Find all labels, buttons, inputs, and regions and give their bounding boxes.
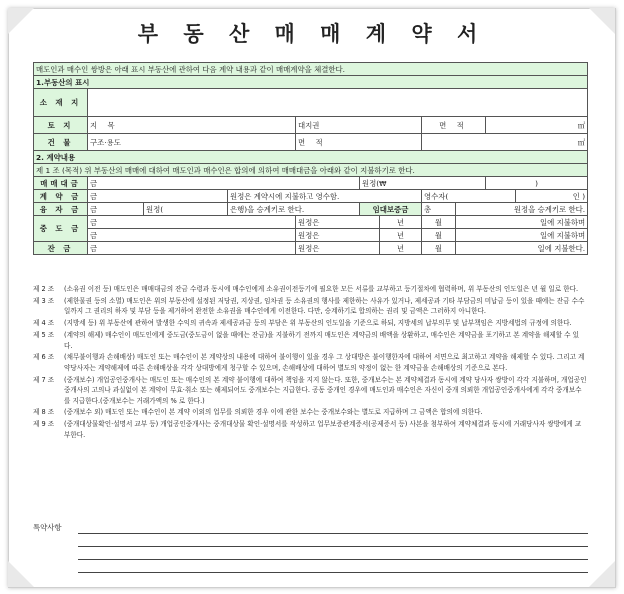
land-category-field[interactable]: 지 목: [88, 117, 296, 134]
land-area-field[interactable]: ㎡: [486, 117, 588, 134]
document-title: 부 동 산 매 매 계 약 서: [137, 22, 487, 46]
price-won-text: 원정(₩: [360, 177, 486, 190]
clause: 제 3 조 (제한물권 등의 소멸) 매도인은 위의 부동산에 설정된 저당권, 지상권, 임차권 등 소유권의 행사를 제한하는 사유가 있거나, 제세공과 기타 부담금의 미납금 등이 있을 때에는 잔금 수수일까지 그 권리의 하자 및 부담 등을 제거하여 완전한 소유권을 매수인에게 이전한다. 다만, 승계하기로 합의하는 권리 및 금액은 그러하지 아니한다.: [33, 296, 585, 316]
interim-1-year: 년: [380, 216, 422, 229]
balance-label: 잔 금: [34, 242, 88, 255]
section-1-heading: 1.부동산의 표시: [34, 76, 588, 89]
land-use-field[interactable]: 대지권: [296, 117, 422, 134]
interim-label: 중 도 금: [34, 216, 88, 242]
deposit-text: 원정은 계약시에 지불하고 영수함.: [228, 190, 422, 203]
lease-total[interactable]: 총: [422, 203, 456, 216]
balance-year: 년: [380, 242, 422, 255]
clause: 제 5 조 (계약의 해제) 매수인이 매도인에게 중도금(중도금이 없을 때에는 잔금)을 지불하기 전까지 매도인은 계약금의 배액을 상환하고, 매수인은 계약금을 포기하고 본 계약을 해제할 수 있다.: [33, 331, 580, 350]
special-terms-label: 특약사항: [33, 523, 62, 532]
contract-clauses: [33, 284, 587, 442]
special-terms-line[interactable]: [78, 559, 588, 560]
interim-1-geum[interactable]: 금: [88, 216, 296, 229]
lease-deposit-label: 임대보증금: [360, 203, 422, 216]
lease-succeed-text: 원정을 승계키로 한다.: [456, 203, 588, 216]
section-2-heading: 2. 계약내용: [34, 151, 588, 164]
loan-label: 융 자 금: [34, 203, 88, 216]
price-label: 매매대금: [34, 177, 88, 190]
clause: 제 7 조 (중개보수) 개업공인중개사는 매도인 또는 매수인의 본 계약 불이행에 대하여 책임을 지지 않는다. 또한, 중개보수는 본 계약체결과 동시에 계약 당사자 쌍방이 각각 지불하며, 개업공인중개사의 고의나 과실없이 본 계약이 무효·취소 또는 해제되어도 중개보수는 지급한다. 공동 중개인 경우에 매도인과 매수인은 자신이 중개 의뢰한 개업공인중개사에게 각각 중개보수를 지급한다.(중개보수는 거래가액의 % 로 한다.): [33, 375, 587, 405]
price-geum[interactable]: 금: [88, 177, 360, 190]
location-field[interactable]: [88, 89, 588, 117]
article-1-text: 제 1 조 (목적) 위 부동산의 매매에 대하여 매도인과 매수인은 합의에 의하여 매매대금을 아래와 같이 지불하기로 한다.: [34, 164, 588, 177]
loan-geum[interactable]: 금: [88, 203, 144, 216]
building-structure-field[interactable]: 구조·용도: [88, 134, 296, 151]
clause: 제 9 조 (중개대상물확인·설명서 교부 등) 개업공인중개사는 중개대상물 확인·설명서를 작성하고 업무보증관계증서(공제증서 등) 사본을 첨부하여 계약체결과 동시에 거래당사자 쌍방에게 교부한다.: [33, 420, 582, 439]
interim-1-month: 월: [422, 216, 456, 229]
interim-2-day: 일에 지불하며: [456, 229, 588, 242]
deposit-seal: 인 ): [516, 190, 588, 203]
clause: 제 4 조 (지방세 등) 위 부동산에 관하여 발생한 수익의 귀속과 제세공과금 등의 부담은 위 부동산의 인도일을 기준으로 하되, 지방세의 납부의무 및 납부책임은 지방세법의 규정에 의한다.: [33, 319, 572, 328]
deposit-receiver[interactable]: 영수자(: [422, 190, 516, 203]
balance-day: 일에 지불한다.: [456, 242, 588, 255]
interim-2-won-is: 원정은: [296, 229, 380, 242]
clause: 제 8 조 (중개보수 외) 매도인 또는 매수인이 본 계약 이외의 업무를 의뢰한 경우 이에 관한 보수는 중개보수와는 별도로 지급하며 그 금액은 합의에 의한다.: [33, 408, 483, 417]
interim-2-month: 월: [422, 229, 456, 242]
interim-2-geum[interactable]: 금: [88, 229, 296, 242]
interim-1-day: 일에 지불하며: [456, 216, 588, 229]
deposit-geum[interactable]: 금: [88, 190, 228, 203]
interim-1-won-is: 원정은: [296, 216, 380, 229]
price-close-paren: ): [486, 177, 588, 190]
loan-won-text: 원정(: [144, 203, 228, 216]
loan-bank-text: 은행)을 승계키로 한다.: [228, 203, 360, 216]
building-area-field[interactable]: ㎡: [422, 134, 588, 151]
balance-won-is: 원정은: [296, 242, 380, 255]
intro-text: 매도인과 매수인 쌍방은 아래 표시 부동산에 관하여 다음 계약 내용과 같이 매매계약을 체결한다.: [34, 63, 588, 76]
clause: 제 6 조 (채무불이행과 손해배상) 매도인 또는 매수인이 본 계약상의 내용에 대하여 불이행이 있을 경우 그 상대방은 불이행한자에 대하여 서면으로 최고하고 계약을 해제할 수 있다. 그리고 계약당사자는 계약해제에 따른 손해배상을 각각 상대방에게 청구할 수 있으며, 손해배상에 대하여 별도의 약정이 없는 한 계약금을 손해배상의 기준으로 본다.: [33, 353, 585, 372]
interim-2-year: 년: [380, 229, 422, 242]
clause: 제 2 조 (소유권 이전 등) 매도인은 매매대금의 잔금 수령과 동시에 매수인에게 소유권이전등기에 필요한 모든 서류를 교부하고 등기절차에 협력하며, 위 부동산의 인도일은 년 월 일로 한다.: [33, 285, 579, 293]
land-area-label: 면 적: [422, 117, 486, 134]
special-terms-line[interactable]: [78, 533, 588, 534]
location-label: 소 재 지: [34, 89, 88, 117]
building-label: 건 물: [34, 134, 88, 151]
special-terms: [33, 522, 587, 533]
balance-month: 월: [422, 242, 456, 255]
balance-geum[interactable]: 금: [88, 242, 296, 255]
contract-table: [33, 62, 588, 255]
building-area-label: 면 적: [296, 134, 422, 151]
special-terms-line[interactable]: [78, 572, 588, 573]
deposit-label: 계 약 금: [34, 190, 88, 203]
special-terms-line[interactable]: [78, 546, 588, 547]
land-label: 토 지: [34, 117, 88, 134]
